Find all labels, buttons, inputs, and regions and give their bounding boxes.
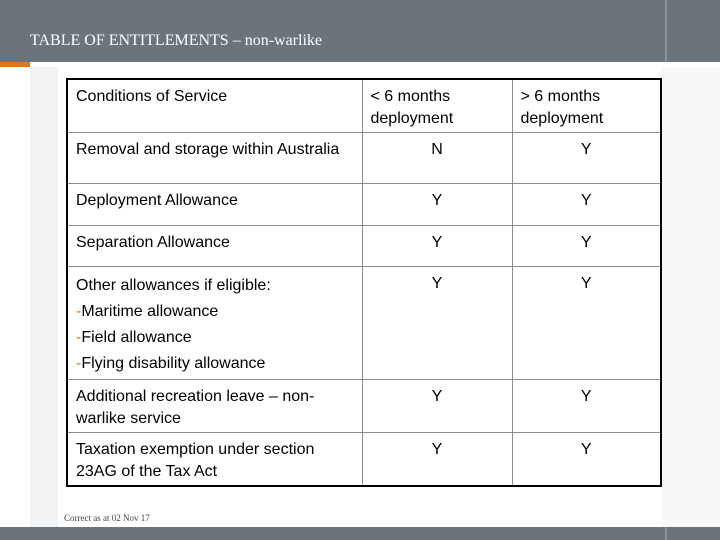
entitlements-table xyxy=(66,78,662,487)
condition-cell xyxy=(67,267,362,380)
table-row xyxy=(67,433,661,487)
condition-lead-text: Other allowances if eligible: xyxy=(76,277,271,294)
under-6-months-cell: Y xyxy=(362,267,512,380)
orange-accent-bar xyxy=(0,62,30,67)
under-6-months-cell: Y xyxy=(362,226,512,267)
sub-item: -Maritime allowance xyxy=(76,303,219,320)
left-margin-band xyxy=(30,67,58,527)
column-header-under-6-months: < 6 months deployment xyxy=(362,79,512,133)
table-header-row xyxy=(67,79,661,133)
under-6-months-cell: N xyxy=(362,133,512,184)
sub-item: -Flying disability allowance xyxy=(76,355,266,372)
table-row xyxy=(67,380,661,433)
under-6-months-cell: Y xyxy=(362,380,512,433)
condition-cell: Removal and storage within Australia xyxy=(67,133,362,184)
over-6-months-cell: Y xyxy=(512,380,661,433)
title-bar-divider xyxy=(665,0,667,62)
footnote: Correct as at 02 Nov 17 xyxy=(64,513,150,523)
condition-cell: Taxation exemption under section 23AG of the Tax Act xyxy=(67,433,362,487)
footer-bar xyxy=(0,527,720,540)
title-bar xyxy=(0,0,720,62)
table-row xyxy=(67,184,661,226)
under-6-months-cell: Y xyxy=(362,433,512,487)
column-header-conditions: Conditions of Service xyxy=(67,79,362,133)
over-6-months-cell: Y xyxy=(512,433,661,487)
over-6-months-cell: Y xyxy=(512,133,661,184)
table-row xyxy=(67,226,661,267)
under-6-months-cell: Y xyxy=(362,184,512,226)
over-6-months-cell: Y xyxy=(512,184,661,226)
column-header-over-6-months: > 6 months deployment xyxy=(512,79,661,133)
footer-bar-divider xyxy=(665,527,667,540)
table-row xyxy=(67,133,661,184)
condition-cell: Deployment Allowance xyxy=(67,184,362,226)
right-margin-band xyxy=(662,67,720,527)
slide-title: TABLE OF ENTITLEMENTS – non-warlike xyxy=(30,32,322,49)
table-row xyxy=(67,267,661,380)
condition-cell: Additional recreation leave – non-warlike service xyxy=(67,380,362,433)
over-6-months-cell: Y xyxy=(512,267,661,380)
over-6-months-cell: Y xyxy=(512,226,661,267)
condition-cell: Separation Allowance xyxy=(67,226,362,267)
sub-item: -Field allowance xyxy=(76,329,192,346)
